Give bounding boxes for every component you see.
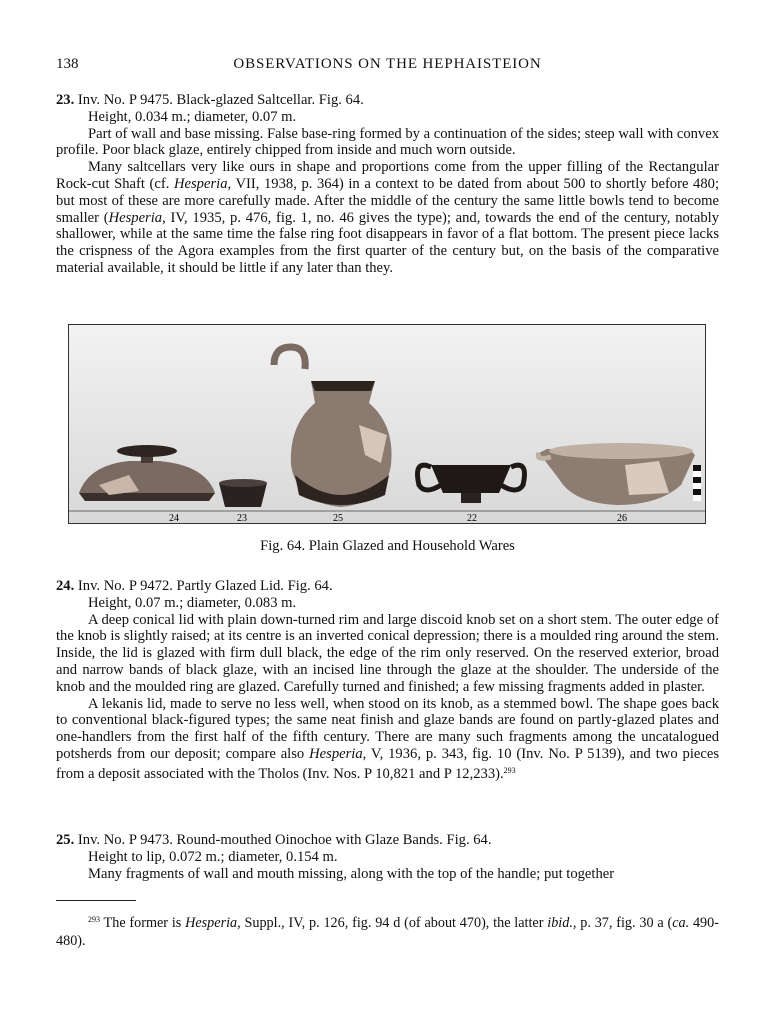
- footnote-ref-293: 293: [503, 765, 516, 775]
- footnote-divider: [56, 900, 136, 901]
- entry-23-paragraph-2: Many saltcellars very like ours in shape and proportions come from the upper filling of the Rectangular Rock-cut Shaft (cf. Hesperia, VII, 1938, p. 364) in a context to be dated from about 500 to shortly before 480; but most of these are more carefully made. After the middle of the century the same little bowls tend to become smaller (Hesperia, IV, 1935, p. 476, fig. 1, no. 46 gives the type); and, towards the end of the century, notably shallower, while at the same time the false ring foot disappears in favor of a flat bottom. The present piece lacks the crispness of the Agora examples from the first quarter of the century but, on the basis of the comparative material available, it should be little if any later than they.: [56, 159, 719, 276]
- entry-23-heading: [56, 92, 719, 109]
- figure-label-24: 24: [169, 513, 179, 523]
- scale-bar: [693, 465, 701, 501]
- entry-25: [56, 832, 719, 882]
- entry-24: [56, 578, 719, 783]
- page-number: 138: [56, 56, 79, 72]
- figure-caption: Fig. 64. Plain Glazed and Household Wares: [260, 538, 515, 554]
- entry-23-title: Inv. No. P 9475. Black-glazed Saltcellar. Fig. 64.: [77, 92, 364, 108]
- figure-label-26: 26: [617, 513, 627, 523]
- entry-24-number: 24.: [56, 578, 75, 594]
- entry-25-number: 25.: [56, 832, 75, 848]
- entry-25-title: Inv. No. P 9473. Round-mouthed Oinochoe with Glaze Bands. Fig. 64.: [77, 832, 492, 848]
- entry-25-dimensions: Height to lip, 0.072 m.; diameter, 0.154 m.: [88, 848, 338, 865]
- figure-label-22: 22: [467, 513, 477, 523]
- entry-24-heading: [56, 578, 719, 595]
- entry-23-dimensions: Height, 0.034 m.; diameter, 0.07 m.: [88, 108, 297, 125]
- entry-25-heading: [56, 832, 719, 849]
- page-header: [56, 56, 719, 78]
- figure-label-25: 25: [333, 513, 343, 523]
- entry-24-paragraph-2: A lekanis lid, made to serve no less well, when stood on its knob, as a stemmed bowl. The shape goes back to conventional black-figured types; the same neat finish and glaze bands are found on partly-glazed plates and one-handlers from the first half of the fifth century. There are many such fragments among the uncatalogued potsherds from our deposit; compare also Hesperia, V, 1936, p. 343, fig. 10 (Inv. No. P 5139), and two pieces from a deposit associated with the Tholos (Inv. Nos. P 10,821 and P 12,233).$^{293}$: [56, 695, 719, 782]
- figure-label-23: 23: [237, 513, 247, 523]
- entry-24-dimensions: Height, 0.07 m.; diameter, 0.083 m.: [88, 594, 297, 611]
- entry-24-paragraph-1: A deep conical lid with plain down-turned rim and large discoid knob set on a short stem. The outer edge of the knob is slightly raised; at its centre is an inverted conical depression; there is a moulded ring around the stem. Inside, the lid is glazed with firm dull black, the edge of the rim only reserved. On the reserved exterior, broad and narrow bands of black glaze, with an incised line through the glaze at the shoulder. The underside of the knob and the moulded ring are glazed. Carefully turned and finished; a few missing fragments added in plaster.: [56, 611, 719, 695]
- entry-23-paragraph-1: Part of wall and base missing. False base-ring formed by a continuation of the sides; steep wall with convex profile. Poor black glaze, entirely chipped from inside and much worn outside.: [56, 125, 719, 159]
- running-head: OBSERVATIONS ON THE HEPHAISTEION: [233, 56, 542, 72]
- saltcellar-23-image: [219, 479, 267, 507]
- pottery-photo: [69, 325, 705, 523]
- footnote-number: 293: [88, 915, 100, 924]
- entry-24-title: Inv. No. P 9472. Partly Glazed Lid. Fig. 64.: [77, 578, 333, 594]
- footnote-293: $^{293}$ The former is Hesperia, Suppl., IV, p. 126, fig. 94 d (of about 470), the latter ibid., p. 37, fig. 30 a (ca. 490-480).: [56, 915, 719, 949]
- entry-23: [56, 92, 719, 277]
- entry-23-number: 23.: [56, 92, 75, 108]
- figure-64-photograph: [68, 324, 706, 524]
- entry-25-paragraph-1: Many fragments of wall and mouth missing, along with the top of the handle; put together: [88, 865, 615, 882]
